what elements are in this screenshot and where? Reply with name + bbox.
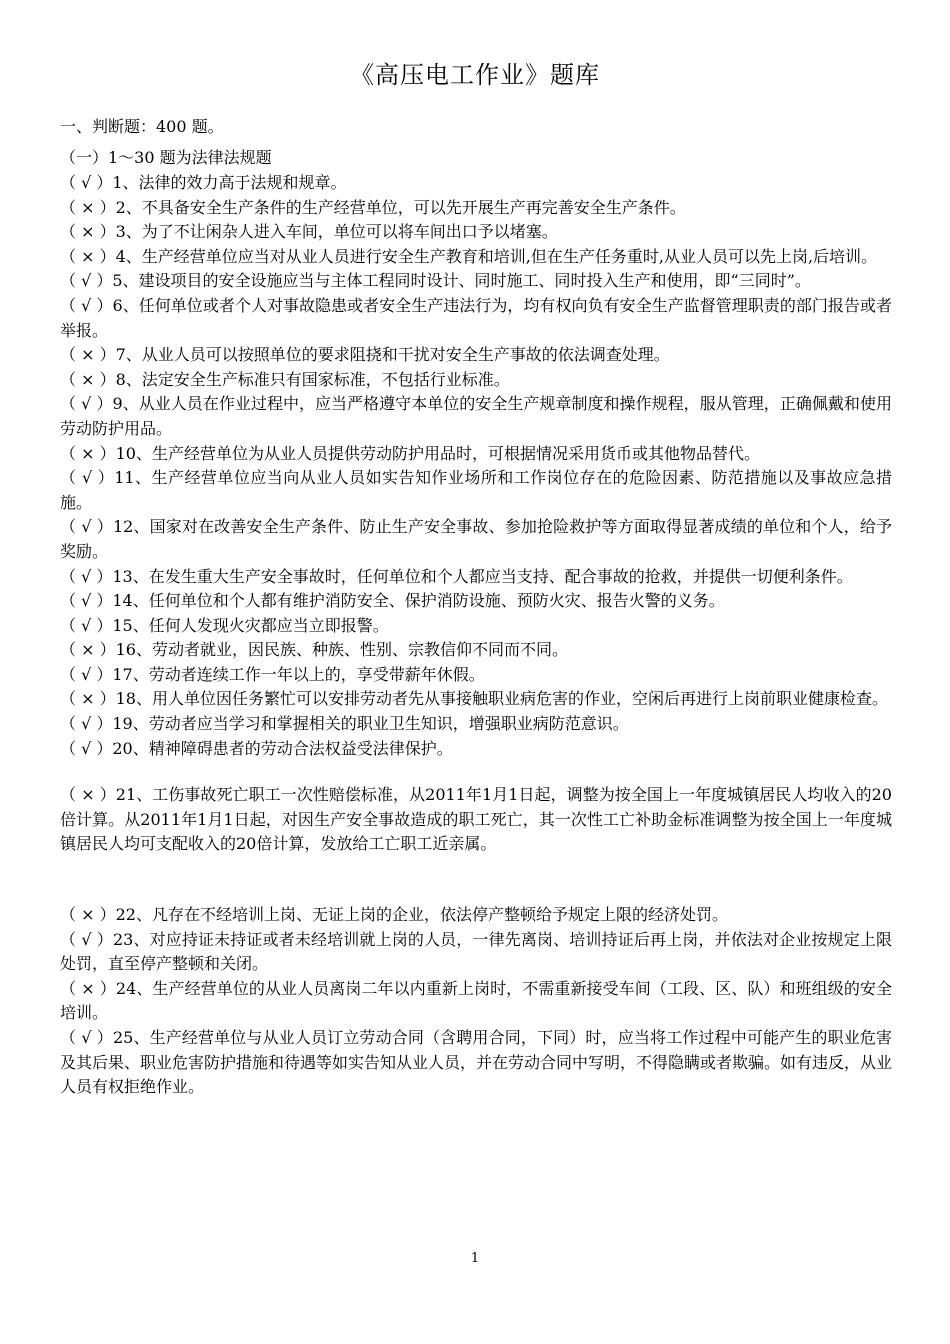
answer-mark: （ √ ）: [60, 517, 113, 537]
question-text: 12、国家对在改善安全生产条件、防止生产安全事故、参加抢险救护等方面取得显著成绩的单位和个人，给予奖励。: [60, 517, 892, 561]
question-text: 25、生产经营单位与从业人员订立劳动合同（含聘用合同，下同）时，应当将工作过程中可能产生的职业危害及其后果、职业危害防护措施和待遇等如实告知从业人员，并在劳动合同中写明，不得隐瞒或者欺骗。如有违反，从业人员有权拒绝作业。: [60, 1028, 893, 1097]
question-item: [60, 903, 892, 928]
question-text: 10、生产经营单位为从业人员提供劳动防护用品时，可根据情况采用货币或其他物品替代。: [115, 443, 760, 463]
answer-mark: （ × ）: [60, 905, 116, 925]
answer-mark: （ √ ）: [60, 468, 115, 488]
answer-mark: （ √ ）: [60, 738, 113, 758]
answer-mark: （ × ）: [60, 689, 116, 709]
answer-mark: （ × ）: [60, 640, 116, 660]
question-item: [60, 294, 892, 343]
question-text: 4、生产经营单位应当对从业人员进行安全生产教育和培训,但在生产任务重时,从业人员可以先上岗,后培训。: [115, 246, 878, 266]
answer-mark: （ √ ）: [60, 295, 113, 315]
question-text: 15、任何人发现火灾都应当立即报警。: [112, 615, 389, 635]
question-item: [60, 392, 892, 441]
section-heading: 一、判断题：400 题。: [60, 117, 224, 136]
question-text: 7、从业人员可以按照单位的要求阻挠和干扰对安全生产事故的依法调查处理。: [115, 345, 670, 365]
answer-mark: （ √ ）: [60, 591, 113, 611]
question-item: [60, 712, 892, 737]
answer-mark: （ √ ）: [60, 615, 113, 635]
answer-mark: （ √ ）: [60, 173, 113, 192]
question-item: [60, 368, 892, 393]
subsection-heading: （一）1～30 题为法律法规题: [60, 148, 272, 167]
question-item: [60, 171, 892, 196]
question-item: [60, 1026, 892, 1100]
answer-mark: （ √ ）: [60, 566, 113, 586]
question-item: [60, 614, 892, 639]
question-text: 17、劳动者连续工作一年以上的，享受带薪年休假。: [112, 664, 485, 684]
question-item: [60, 442, 892, 467]
answer-mark: （ √ ）: [60, 1028, 113, 1047]
question-text: 24、生产经营单位的从业人员离岗二年以内重新上岗时，不需重新接受车间（工段、区、队）和班组级的安全培训。: [60, 978, 892, 1023]
question-text: 6、任何单位或者个人对事故隐患或者安全生产违法行为，均有权向负有安全生产监督管理职责的部门报告或者举报。: [60, 295, 892, 340]
page-title: 《高压电工作业》题库: [350, 61, 600, 89]
answer-mark: （ × ）: [60, 369, 116, 389]
question-text: 20、精神障碍患者的劳动合法权益受法律保护。: [112, 738, 453, 758]
question-item: [60, 783, 892, 857]
page-number: 1: [470, 1251, 480, 1266]
question-text: 18、用人单位因任务繁忙可以安排劳动者先从事接触职业病危害的作业，空闲后再进行上岗前职业健康检查。: [115, 689, 888, 709]
question-text: 9、从业人员在作业过程中，应当严格遵守本单位的安全生产规章制度和操作规程，服从管理，正确佩戴和使用劳动防护用品。: [60, 394, 892, 438]
question-text: 11、生产经营单位应当向从业人员如实告知作业场所和工作岗位存在的危险因素、防范措施以及事故应急措施。: [60, 468, 892, 512]
answer-mark: （ √ ）: [60, 271, 113, 291]
question-item: [60, 589, 892, 614]
question-item: [60, 565, 892, 590]
answer-mark: （ × ）: [60, 785, 116, 805]
answer-mark: （ × ）: [60, 197, 116, 217]
answer-mark: （ × ）: [60, 978, 116, 998]
answer-mark: （ × ）: [60, 345, 116, 365]
question-text: 21、工伤事故死亡职工一次性赔偿标准，从2011年1月1日起，调整为按全国上一年度城镇居民人均收入的20倍计算。从2011年1月1日起，对因生产安全事故造成的职工死亡，其一次性工亡补助金标准调整为按全国上一年度城镇居民人均可支配收入的20倍计算，发放给工亡职工近亲属。: [60, 785, 892, 854]
question-text: 23、对应持证未持证或者未经培训就上岗的人员，一律先离岗、培训持证后再上岗，并依法对企业按规定上限处罚，直至停产整顿和关闭。: [60, 929, 892, 974]
answer-mark: （ × ）: [60, 443, 116, 463]
question-text: 5、建设项目的安全设施应当与主体工程同时设计、同时施工、同时投入生产和使用，即“三同时”。: [112, 271, 811, 291]
question-item: [60, 269, 892, 294]
question-list: [60, 171, 892, 1100]
question-text: 13、在发生重大生产安全事故时，任何单位和个人都应当支持、配合事故的抢救，并提供一切便利条件。: [112, 566, 853, 586]
question-item: [60, 466, 892, 515]
question-text: 16、劳动者就业，因民族、种族、性别、宗教信仰不同而不同。: [115, 640, 568, 660]
answer-mark: （ √ ）: [60, 394, 113, 414]
question-text: 19、劳动者应当学习和掌握相关的职业卫生知识，增强职业病防范意识。: [112, 714, 629, 734]
question-item: [60, 638, 892, 663]
question-text: 22、凡存在不经培训上岗、无证上岗的企业，依法停产整顿给予规定上限的经济处罚。: [115, 905, 728, 925]
answer-mark: （ √ ）: [60, 929, 113, 949]
question-text: 8、法定安全生产标准只有国家标准，不包括行业标准。: [115, 369, 510, 389]
question-item: [60, 196, 892, 221]
question-item: [60, 343, 892, 368]
question-text: 1、法律的效力高于法规和规章。: [112, 173, 347, 192]
question-item: [60, 220, 892, 245]
question-item: [60, 663, 892, 688]
answer-mark: （ × ）: [60, 222, 116, 242]
question-item: [60, 928, 892, 977]
question-item: [60, 737, 892, 762]
question-item: [60, 515, 892, 564]
question-item: [60, 977, 892, 1026]
answer-mark: （ × ）: [60, 246, 116, 266]
answer-mark: （ √ ）: [60, 714, 113, 734]
question-text: 3、为了不让闲杂人进入车间，单位可以将车间出口予以堵塞。: [115, 222, 558, 242]
question-text: 14、任何单位和个人都有维护消防安全、保护消防设施、预防火灾、报告火警的义务。: [112, 591, 725, 611]
question-item: [60, 687, 892, 712]
question-text: 2、不具备安全生产条件的生产经营单位，可以先开展生产再完善安全生产条件。: [115, 197, 686, 217]
question-item: [60, 245, 892, 270]
answer-mark: （ √ ）: [60, 664, 113, 684]
